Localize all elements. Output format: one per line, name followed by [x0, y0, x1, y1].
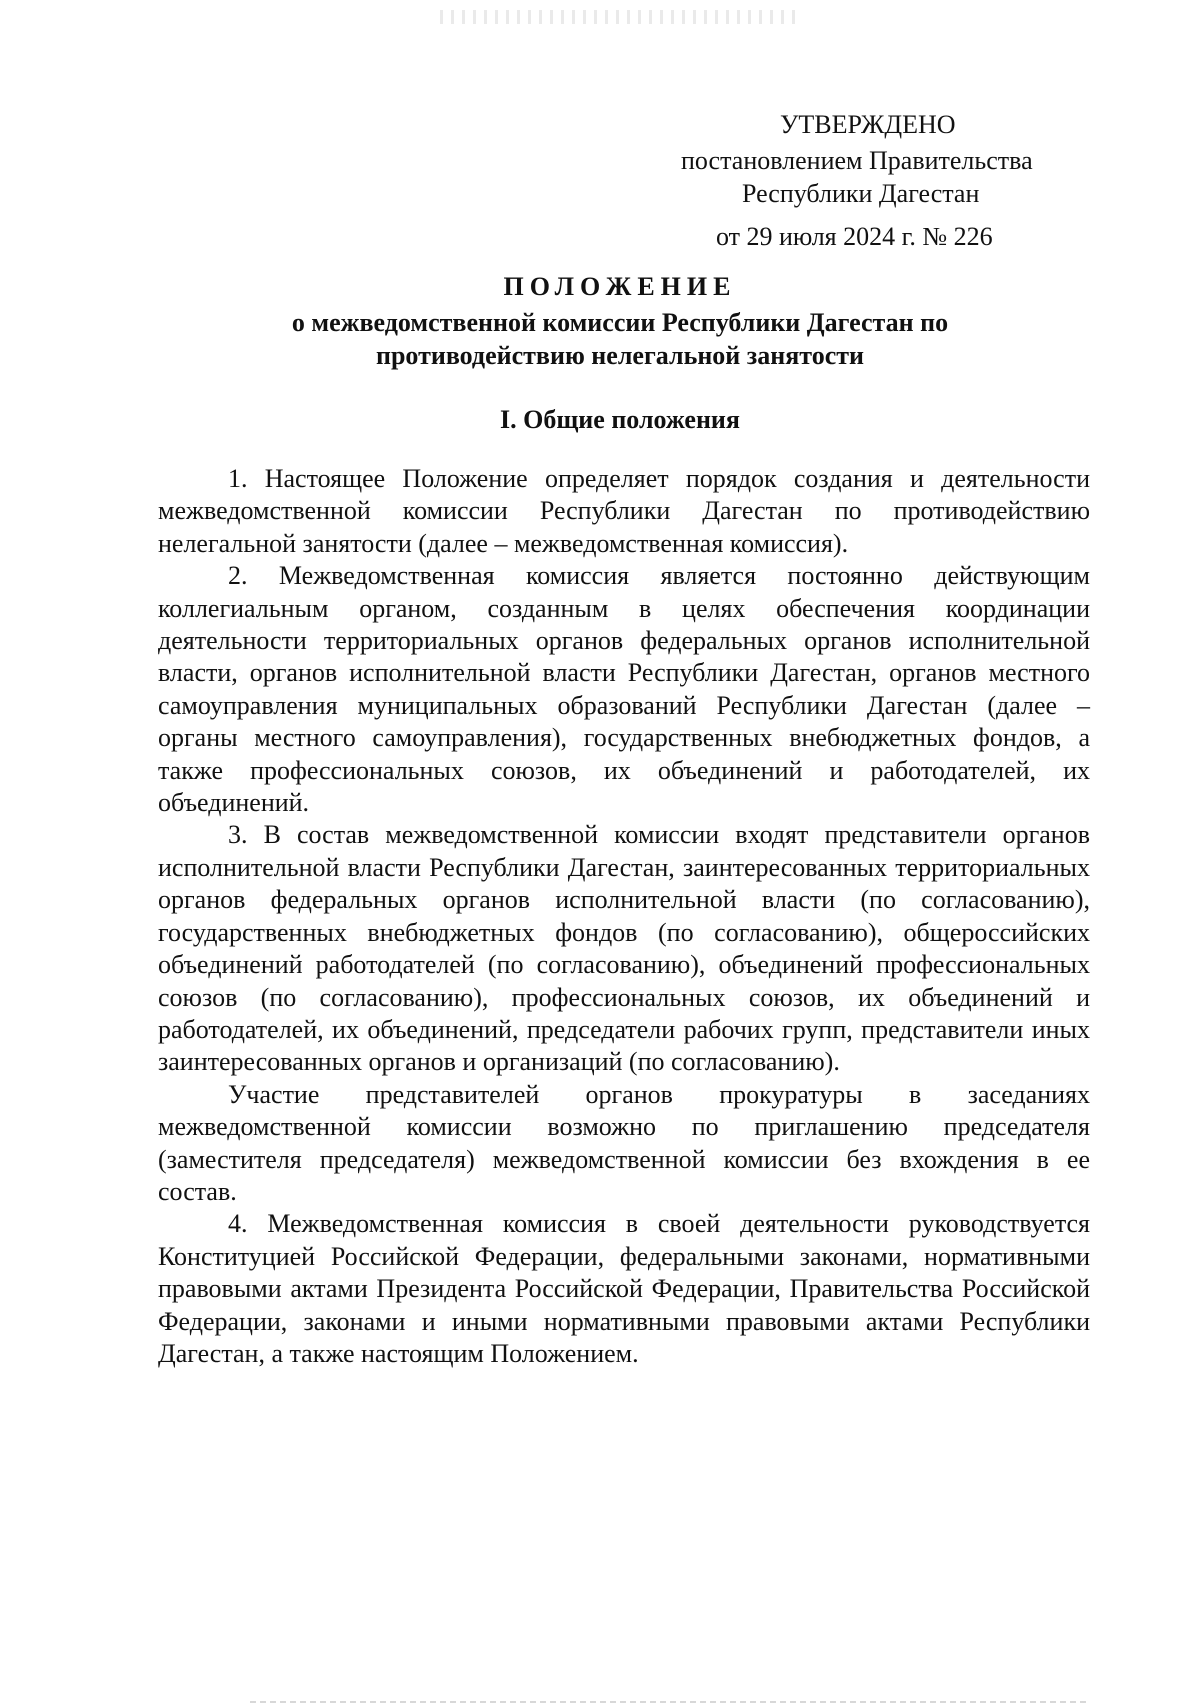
document-title: ПОЛОЖЕНИЕ [503, 272, 737, 301]
approval-approved-label: УТВЕРЖДЕНО [780, 110, 956, 139]
paragraph-4: 4. Межведомственная комиссия в своей деятельности руководствуется Конституцией Российской Федерации, федеральными законами, нормативными правовыми актами Президента Российской Федерации, Правительства Российской Федерации, законами и иными нормативными правовыми актами Республики Дагестан, а также настоящим Положением. [158, 1209, 1090, 1368]
paragraph-3-note: Участие представителей органов прокуратуры в заседаниях межведомственной комиссии возможно по приглашению председателя (заместителя председателя) межведомственной комиссии без вхождения в ее состав. [158, 1079, 1090, 1206]
document-body [158, 463, 1090, 1370]
paragraph-1: 1. Настоящее Положение определяет порядок создания и деятельности межведомственной комиссии Республики Дагестан по противодействию нелегальной занятости (далее – межведомственная комиссия). [158, 464, 1090, 558]
paragraph-2: 2. Межведомственная комиссия является постоянно действующим коллегиальным органом, созданным в целях обеспечения координации деятельности территориальных органов федеральных органов исполнительной власти, органов исполнительной власти Республики Дагестан, органов местного самоуправления муниципальных образований Республики Дагестан (далее – органы местного самоуправления), государственных внебюджетных фондов, а также профессиональных союзов, их объединений и работодателей, их объединений. [158, 561, 1090, 818]
scan-bottom-edge [250, 1701, 1090, 1703]
approval-resolution-label: постановлением Правительства [681, 146, 1033, 175]
approval-republic-label: Республики Дагестан [742, 179, 980, 208]
document-subtitle-line2: противодействию нелегальной занятости [375, 341, 865, 370]
scan-artifact [440, 10, 800, 24]
document-subtitle-line1: о межведомственной комиссии Республики Дагестан по [291, 308, 949, 337]
paragraph-3: 3. В состав межведомственной комиссии входят представители органов исполнительной власти Республики Дагестан, заинтересованных территориальных органов федеральных органов исполнительной власти (по согласованию), государственных внебюджетных фондов (по согласованию), общероссийских объединений работодателей (по согласованию), объединений профессиональных союзов (по согласованию), профессиональных союзов, их объединений и работодателей, их объединений, председатели рабочих групп, представители иных заинтересованных органов и организаций (по согласованию). [158, 820, 1090, 1077]
section-heading: I. Общие положения [500, 405, 740, 434]
approval-date-number: от 29 июля 2024 г. № 226 [716, 222, 993, 251]
